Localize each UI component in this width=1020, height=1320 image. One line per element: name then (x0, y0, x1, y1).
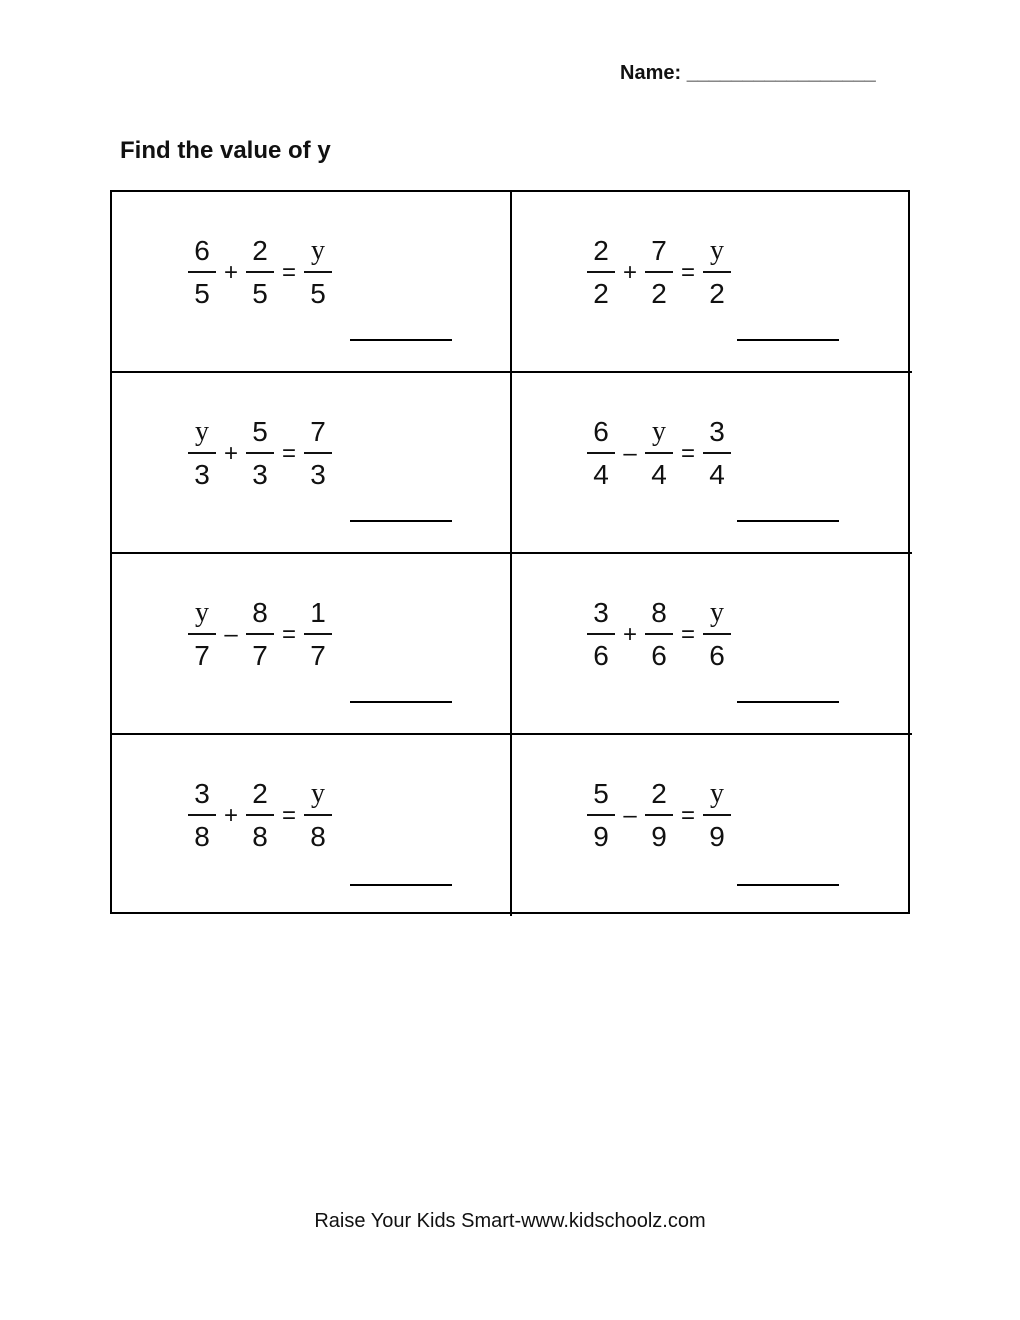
equals-sign: = (680, 258, 695, 286)
equation (188, 598, 332, 671)
fraction-first (188, 779, 216, 852)
fraction-bar (703, 633, 731, 635)
problem-grid (110, 190, 910, 914)
fraction-bar (188, 814, 216, 816)
fraction-result (703, 598, 731, 671)
equals-sign: = (281, 439, 296, 467)
fraction-result (703, 779, 731, 852)
problem-cell (112, 373, 512, 554)
equation (188, 779, 332, 852)
answer-blank[interactable] (350, 520, 452, 522)
problem-cell (112, 192, 512, 373)
equals-sign: = (281, 801, 296, 829)
operator: – (224, 620, 238, 648)
equation (587, 779, 731, 852)
problem-cell (512, 373, 912, 554)
fraction-bar (703, 271, 731, 273)
fraction-bar (703, 452, 731, 454)
denominator: 3 (252, 459, 268, 490)
fraction-first (587, 779, 615, 852)
fraction-bar (645, 633, 673, 635)
numerator: 2 (252, 778, 268, 809)
numerator: y (195, 416, 209, 447)
denominator: 6 (651, 640, 667, 671)
numerator: y (311, 235, 325, 266)
denominator: 6 (709, 640, 725, 671)
problem-cell (512, 735, 912, 916)
footer-credit: Raise Your Kids Smart-www.kidschoolz.com (314, 1210, 706, 1232)
numerator: y (652, 416, 666, 447)
answer-blank[interactable] (350, 701, 452, 703)
problem-cell (512, 554, 912, 735)
denominator: 4 (651, 459, 667, 490)
fraction-second (246, 779, 274, 852)
numerator: 2 (651, 778, 667, 809)
denominator: 9 (651, 821, 667, 852)
denominator: 9 (709, 821, 725, 852)
numerator: 8 (651, 597, 667, 628)
denominator: 7 (194, 640, 210, 671)
denominator: 8 (252, 821, 268, 852)
operator: + (223, 439, 238, 467)
operator: + (223, 258, 238, 286)
denominator: 5 (310, 278, 326, 309)
numerator: 7 (651, 235, 667, 266)
fraction-bar (246, 271, 274, 273)
fraction-first (587, 236, 615, 309)
fraction-first (188, 236, 216, 309)
equation (188, 417, 332, 490)
fraction-second (246, 598, 274, 671)
numerator: y (195, 597, 209, 628)
equation (587, 598, 731, 671)
equals-sign: = (680, 620, 695, 648)
numerator: 3 (709, 416, 725, 447)
fraction-first (587, 417, 615, 490)
fraction-result (304, 779, 332, 852)
numerator: y (311, 778, 325, 809)
operator: + (622, 258, 637, 286)
numerator: y (710, 778, 724, 809)
numerator: 6 (194, 235, 210, 266)
fraction-bar (246, 814, 274, 816)
fraction-bar (587, 452, 615, 454)
numerator: 3 (194, 778, 210, 809)
operator: – (623, 439, 637, 467)
fraction-result (703, 417, 731, 490)
worksheet-title: Find the value of y (120, 137, 331, 164)
numerator: 2 (252, 235, 268, 266)
denominator: 5 (252, 278, 268, 309)
name-field-label: Name: _________________ (620, 62, 876, 84)
denominator: 2 (651, 278, 667, 309)
fraction-first (188, 417, 216, 490)
equation (587, 236, 731, 309)
fraction-second (645, 236, 673, 309)
fraction-result (304, 236, 332, 309)
fraction-second (246, 417, 274, 490)
fraction-first (188, 598, 216, 671)
numerator: 5 (593, 778, 609, 809)
fraction-bar (188, 452, 216, 454)
equals-sign: = (680, 439, 695, 467)
fraction-bar (645, 271, 673, 273)
denominator: 7 (252, 640, 268, 671)
equals-sign: = (281, 620, 296, 648)
fraction-result (304, 598, 332, 671)
fraction-bar (246, 452, 274, 454)
numerator: 7 (310, 416, 326, 447)
fraction-bar (304, 633, 332, 635)
denominator: 6 (593, 640, 609, 671)
fraction-first (587, 598, 615, 671)
answer-blank[interactable] (737, 520, 839, 522)
fraction-result (304, 417, 332, 490)
fraction-second (645, 598, 673, 671)
fraction-second (645, 779, 673, 852)
fraction-second (246, 236, 274, 309)
fraction-bar (587, 814, 615, 816)
operator: – (623, 801, 637, 829)
fraction-bar (188, 633, 216, 635)
fraction-bar (587, 271, 615, 273)
denominator: 4 (593, 459, 609, 490)
problem-cell (512, 192, 912, 373)
numerator: 6 (593, 416, 609, 447)
equation (188, 236, 332, 309)
denominator: 5 (194, 278, 210, 309)
denominator: 3 (194, 459, 210, 490)
fraction-result (703, 236, 731, 309)
denominator: 2 (593, 278, 609, 309)
fraction-bar (304, 271, 332, 273)
denominator: 7 (310, 640, 326, 671)
fraction-bar (587, 633, 615, 635)
denominator: 3 (310, 459, 326, 490)
denominator: 8 (310, 821, 326, 852)
operator: + (223, 801, 238, 829)
numerator: 1 (310, 597, 326, 628)
numerator: 8 (252, 597, 268, 628)
numerator: 3 (593, 597, 609, 628)
answer-blank[interactable] (737, 884, 839, 886)
numerator: 2 (593, 235, 609, 266)
numerator: 5 (252, 416, 268, 447)
operator: + (622, 620, 637, 648)
answer-blank[interactable] (350, 339, 452, 341)
equals-sign: = (281, 258, 296, 286)
fraction-second (645, 417, 673, 490)
fraction-bar (246, 633, 274, 635)
numerator: y (710, 235, 724, 266)
denominator: 8 (194, 821, 210, 852)
answer-blank[interactable] (350, 884, 452, 886)
fraction-bar (703, 814, 731, 816)
problem-cell (112, 554, 512, 735)
denominator: 2 (709, 278, 725, 309)
numerator: y (710, 597, 724, 628)
answer-blank[interactable] (737, 339, 839, 341)
fraction-bar (645, 452, 673, 454)
fraction-bar (188, 271, 216, 273)
problem-cell (112, 735, 512, 916)
fraction-bar (304, 452, 332, 454)
denominator: 4 (709, 459, 725, 490)
fraction-bar (304, 814, 332, 816)
denominator: 9 (593, 821, 609, 852)
equation (587, 417, 731, 490)
fraction-bar (645, 814, 673, 816)
answer-blank[interactable] (737, 701, 839, 703)
equals-sign: = (680, 801, 695, 829)
